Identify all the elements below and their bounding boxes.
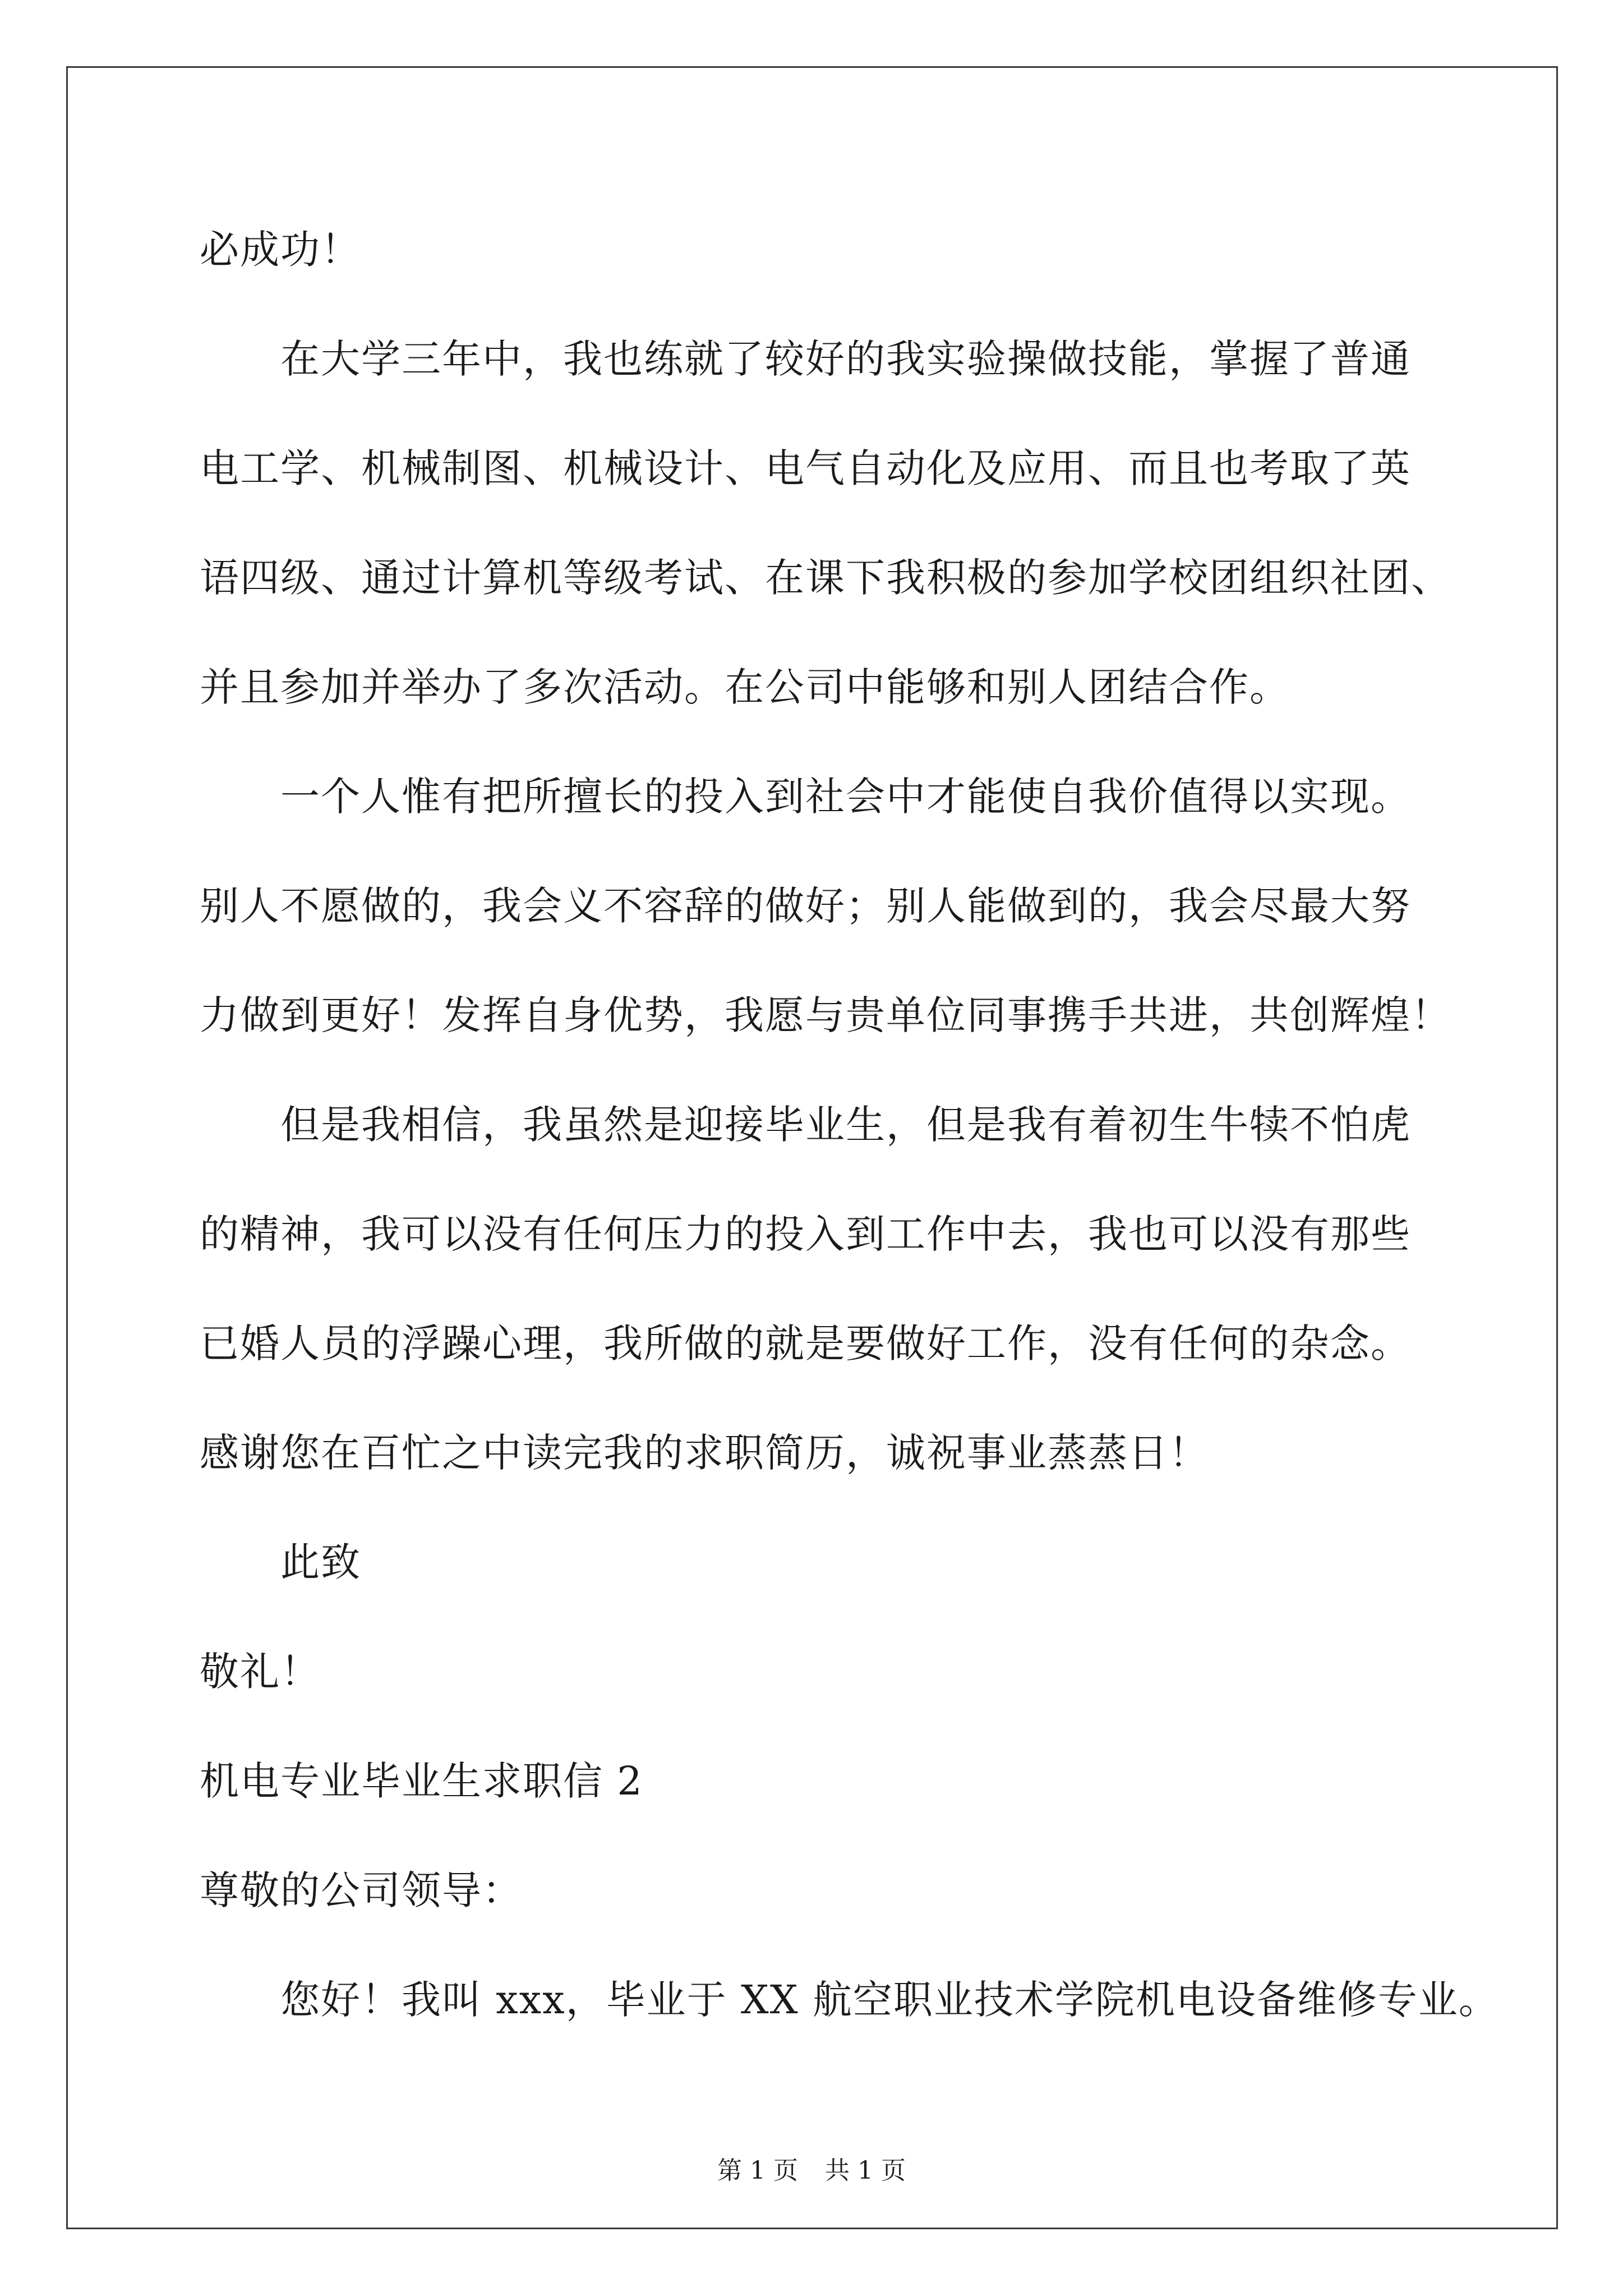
text-line: 但是我相信，我虽然是迎接毕业生，但是我有着初生牛犊不怕虎 bbox=[280, 1102, 1411, 1148]
page-total: 共 1 页 bbox=[825, 2156, 906, 2185]
text-line: 您好！我叫 xxx，毕业于 XX 航空职业技术学院机电设备维修专业。 bbox=[280, 1977, 1499, 2023]
text-line: 已婚人员的浮躁心理，我所做的就是要做好工作，没有任何的杂念。 bbox=[200, 1320, 1411, 1366]
text-line: 并且参加并举办了多次活动。在公司中能够和别人团结合作。 bbox=[200, 664, 1290, 710]
page-footer bbox=[0, 2154, 1623, 2188]
text-line: 的精神，我可以没有任何压力的投入到工作中去，我也可以没有那些 bbox=[200, 1211, 1411, 1257]
page-current: 第 1 页 bbox=[717, 2156, 798, 2185]
text-line: 一个人惟有把所擅长的投入到社会中才能使自我价值得以实现。 bbox=[280, 774, 1411, 820]
salutation-line: 尊敬的公司领导： bbox=[200, 1867, 523, 1913]
text-line: 电工学、机械制图、机械设计、电气自动化及应用、而且也考取了英 bbox=[200, 445, 1411, 491]
heading-line: 机电专业毕业生求职信 2 bbox=[200, 1758, 643, 1804]
text-line: 敬礼！ bbox=[200, 1649, 321, 1695]
text-line: 力做到更好！发挥自身优势，我愿与贵单位同事携手共进，共创辉煌！ bbox=[200, 992, 1451, 1038]
text-line: 别人不愿做的，我会义不容辞的做好；别人能做到的，我会尽最大努 bbox=[200, 883, 1411, 929]
text-line: 语四级、通过计算机等级考试、在课下我积极的参加学校团组织社团、 bbox=[200, 555, 1451, 601]
text-line: 感谢您在百忙之中读完我的求职简历，诚祝事业蒸蒸日！ bbox=[200, 1430, 1209, 1476]
text-line: 必成功！ bbox=[200, 227, 361, 273]
text-line: 在大学三年中，我也练就了较好的我实验操做技能，掌握了普通 bbox=[280, 336, 1411, 382]
text-line: 此致 bbox=[280, 1539, 361, 1585]
